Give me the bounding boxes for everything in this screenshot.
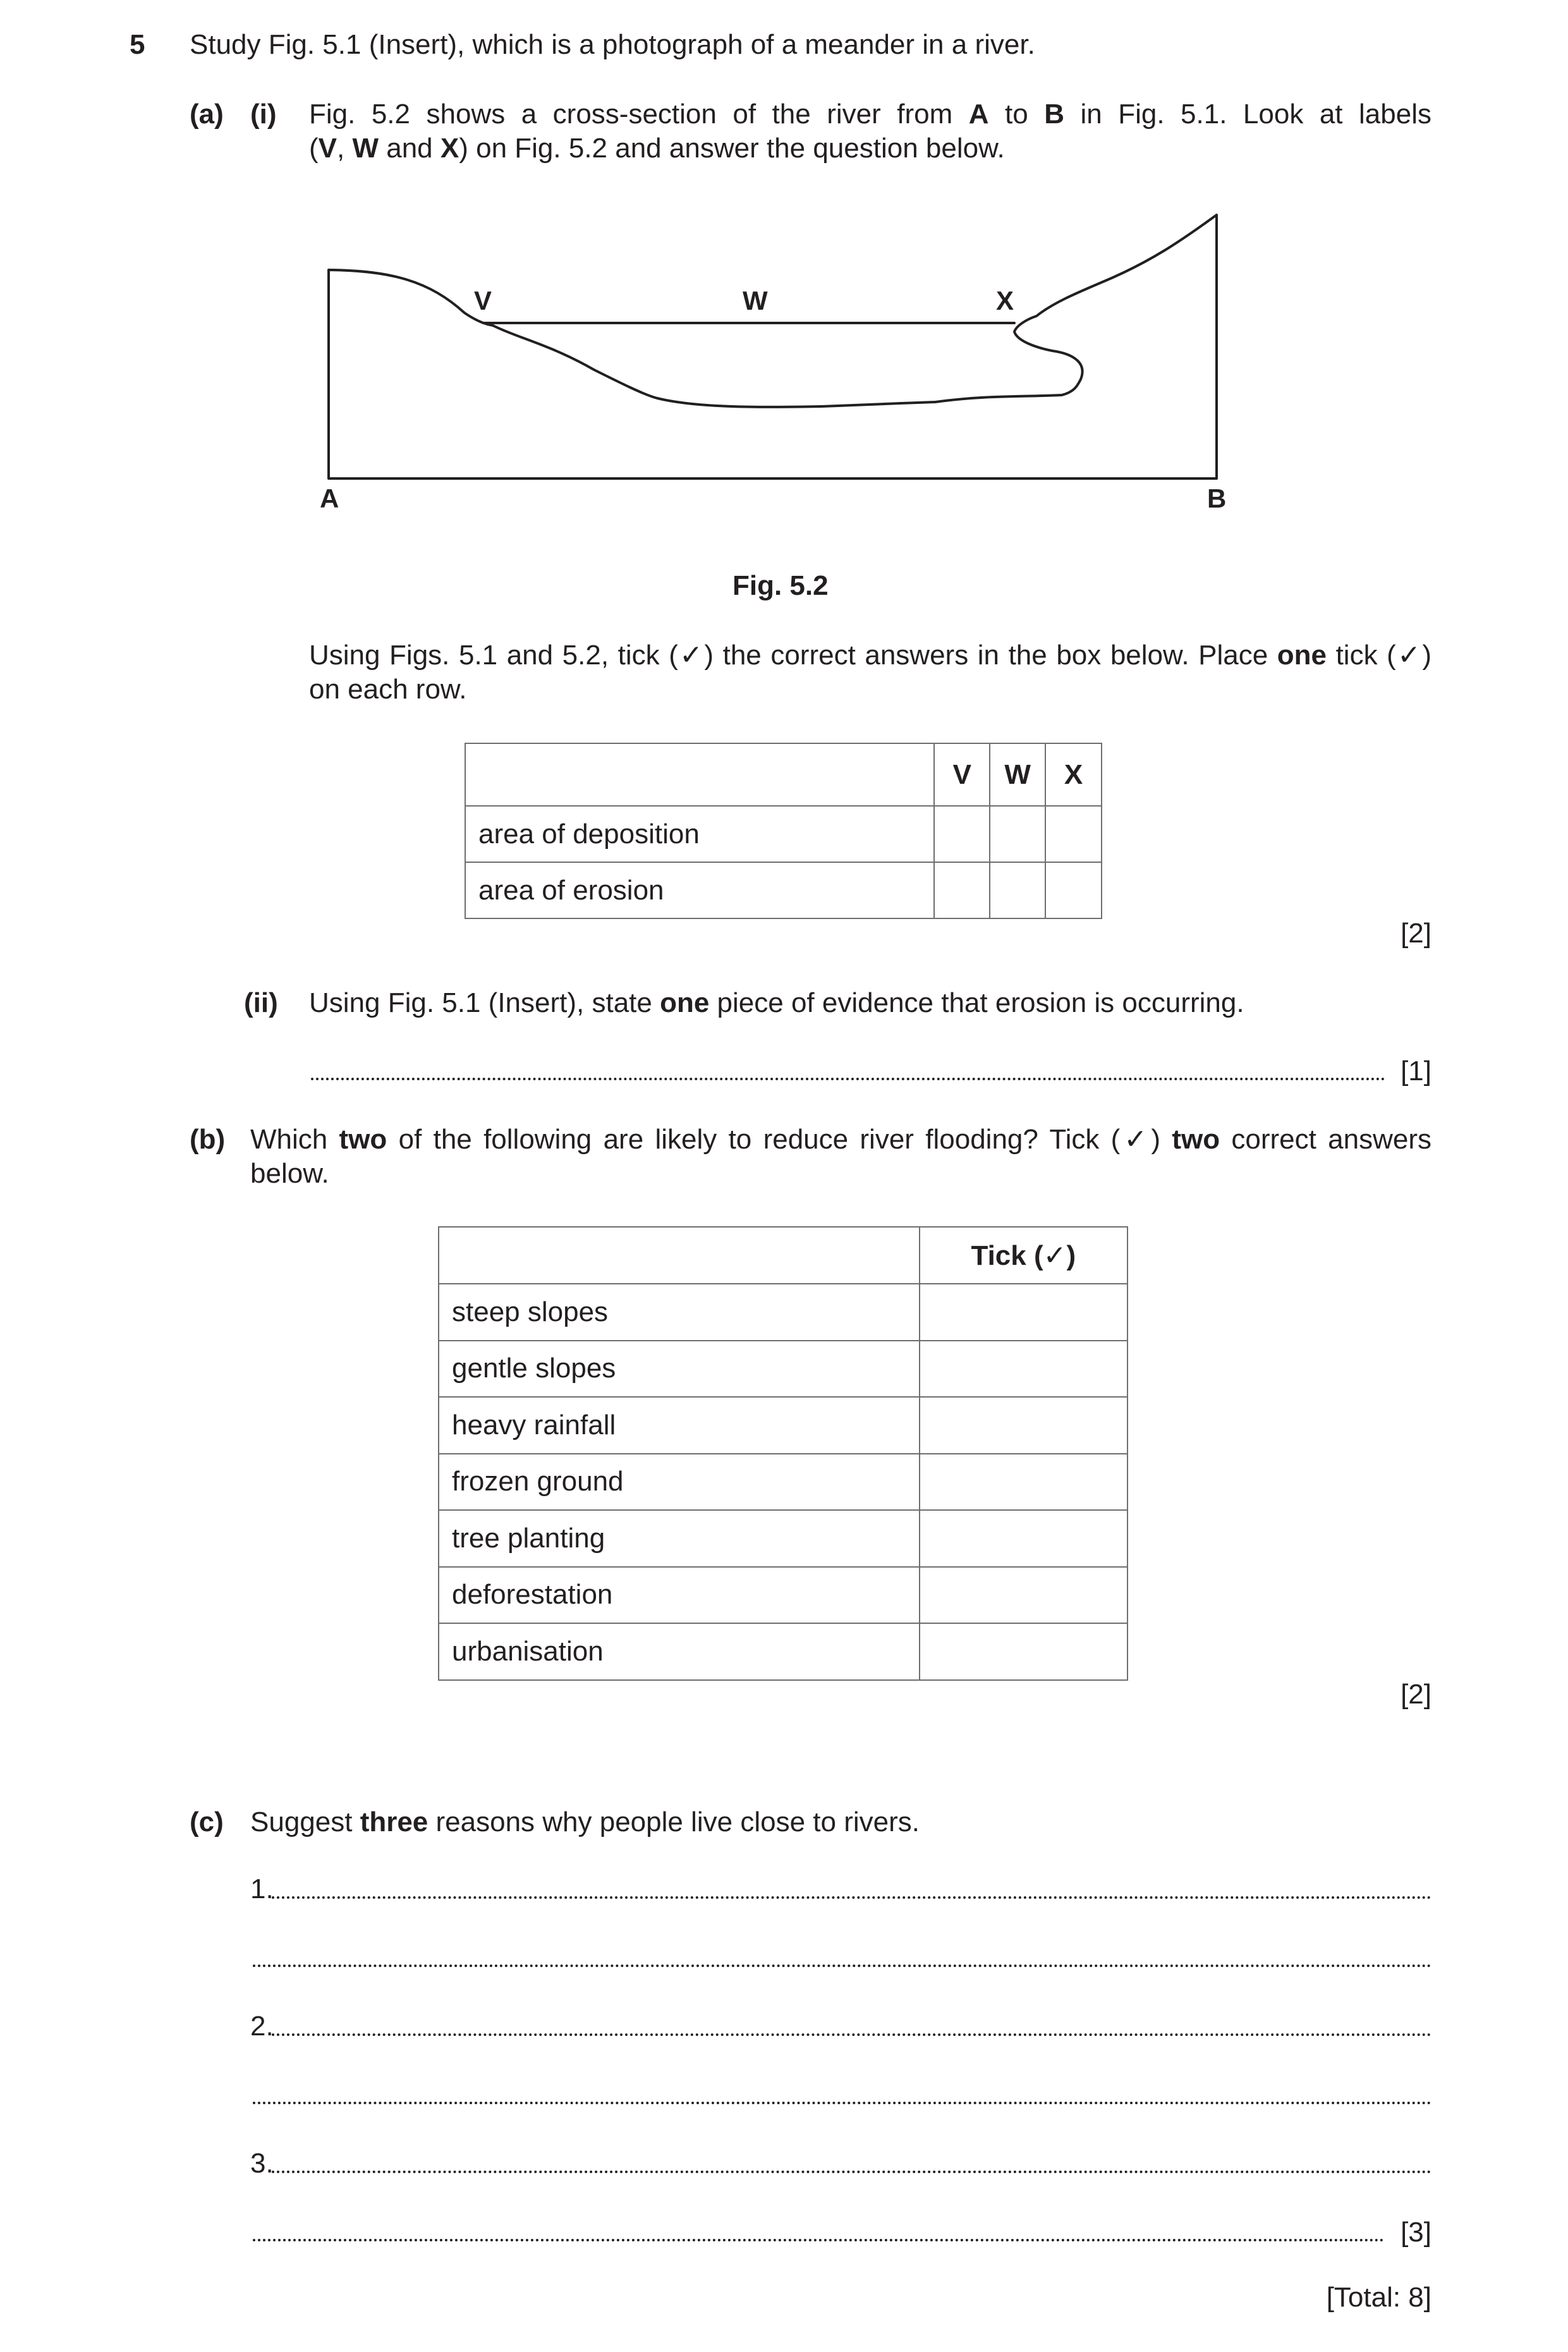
table-row — [439, 1284, 1127, 1341]
part-c-text: Suggest three reasons why people live close to rivers. — [250, 1807, 920, 1837]
row-label: tree planting — [439, 1510, 920, 1567]
table-row — [465, 862, 1102, 918]
table-row — [439, 1510, 1127, 1567]
vwx-tick-table — [465, 743, 1102, 919]
flooding-tick-table — [438, 1226, 1128, 1681]
part-b-text-line2: below. — [250, 1158, 329, 1189]
answer-line-c-2a[interactable] — [272, 2033, 1431, 2036]
fig-label-v: V — [474, 286, 492, 315]
row-label: frozen ground — [439, 1454, 920, 1511]
col-header-w: W — [990, 743, 1045, 806]
tick-box-erosion-w[interactable] — [990, 862, 1045, 918]
part-a-i-label: (i) — [250, 99, 277, 130]
question-intro: Study Fig. 5.1 (Insert), which is a photograph of a meander in a river. — [190, 29, 1035, 60]
answer-line-c-1a[interactable] — [272, 1896, 1431, 1899]
part-b-text-line1: Which two of the following are likely to reduce river flooding? Tick (✓) two correct answers — [250, 1124, 1431, 1155]
tick-box[interactable] — [920, 1284, 1127, 1341]
tick-instruction-line2: on each row. — [309, 674, 467, 705]
table-row — [439, 1623, 1127, 1680]
tick-box-deposition-w[interactable] — [990, 806, 1045, 862]
answer-number-3: 3. — [250, 2148, 274, 2179]
row-label-erosion: area of erosion — [465, 862, 934, 918]
row-label-deposition: area of deposition — [465, 806, 934, 862]
fig-label-a: A — [320, 484, 339, 513]
row-label: gentle slopes — [439, 1341, 920, 1398]
vwx-header-row — [465, 743, 1102, 806]
tick-box-erosion-v[interactable] — [934, 862, 990, 918]
tick-box-erosion-x[interactable] — [1045, 862, 1102, 918]
col-header-x: X — [1045, 743, 1102, 806]
answer-line-a-ii[interactable] — [311, 1078, 1385, 1080]
marks-a-i: [2] — [1401, 918, 1431, 949]
col-header-tick: Tick (✓) — [920, 1227, 1127, 1284]
fig-label-w: W — [743, 286, 768, 315]
table-row — [465, 806, 1102, 862]
vwx-header-blank — [465, 743, 934, 806]
answer-line-c-2b[interactable] — [253, 2102, 1431, 2104]
tick-instruction-line1: Using Figs. 5.1 and 5.2, tick (✓) the correct answers in the box below. Place one tick (✓) — [309, 640, 1431, 671]
cross-section-outline — [329, 215, 1217, 478]
answer-number-2: 2. — [250, 2011, 274, 2042]
marks-a-ii: [1] — [1401, 1056, 1431, 1087]
tick-box[interactable] — [920, 1567, 1127, 1624]
col-header-v: V — [934, 743, 990, 806]
question-number: 5 — [130, 29, 145, 60]
row-label: steep slopes — [439, 1284, 920, 1341]
part-a-ii-label: (ii) — [244, 987, 278, 1018]
part-a-label: (a) — [190, 99, 224, 130]
tick-box[interactable] — [920, 1397, 1127, 1454]
marks-c: [3] — [1401, 2217, 1431, 2248]
table-row — [439, 1454, 1127, 1511]
part-a-ii-text: Using Fig. 5.1 (Insert), state one piece of evidence that erosion is occurring. — [309, 987, 1244, 1018]
river-cross-section-diagram — [0, 0, 1568, 569]
tick-box-deposition-v[interactable] — [934, 806, 990, 862]
table-row — [439, 1567, 1127, 1624]
table-row — [439, 1341, 1127, 1398]
marks-b: [2] — [1401, 1679, 1431, 1710]
flooding-header-blank — [439, 1227, 920, 1284]
fig-label-x: X — [996, 286, 1014, 315]
tick-box[interactable] — [920, 1341, 1127, 1398]
flooding-header-row — [439, 1227, 1127, 1284]
row-label: urbanisation — [439, 1623, 920, 1680]
answer-line-c-3a[interactable] — [272, 2171, 1431, 2173]
tick-box[interactable] — [920, 1623, 1127, 1680]
total-marks: [Total: 8] — [1326, 2282, 1431, 2313]
table-row — [439, 1397, 1127, 1454]
answer-number-1: 1. — [250, 1874, 274, 1904]
row-label: heavy rainfall — [439, 1397, 920, 1454]
part-c-label: (c) — [190, 1807, 224, 1837]
part-a-i-text-line2: (V, W and X) on Fig. 5.2 and answer the question below. — [309, 133, 1005, 164]
row-label: deforestation — [439, 1567, 920, 1624]
figure-caption: Fig. 5.2 — [732, 570, 829, 601]
answer-line-c-3b[interactable] — [253, 2239, 1384, 2241]
tick-box[interactable] — [920, 1454, 1127, 1511]
answer-line-c-1b[interactable] — [253, 1965, 1431, 1967]
tick-box-deposition-x[interactable] — [1045, 806, 1102, 862]
fig-label-b: B — [1207, 484, 1227, 513]
part-a-i-text-line1: Fig. 5.2 shows a cross-section of the river from A to B in Fig. 5.1. Look at labels — [309, 99, 1431, 130]
part-b-label: (b) — [190, 1124, 226, 1155]
tick-box[interactable] — [920, 1510, 1127, 1567]
